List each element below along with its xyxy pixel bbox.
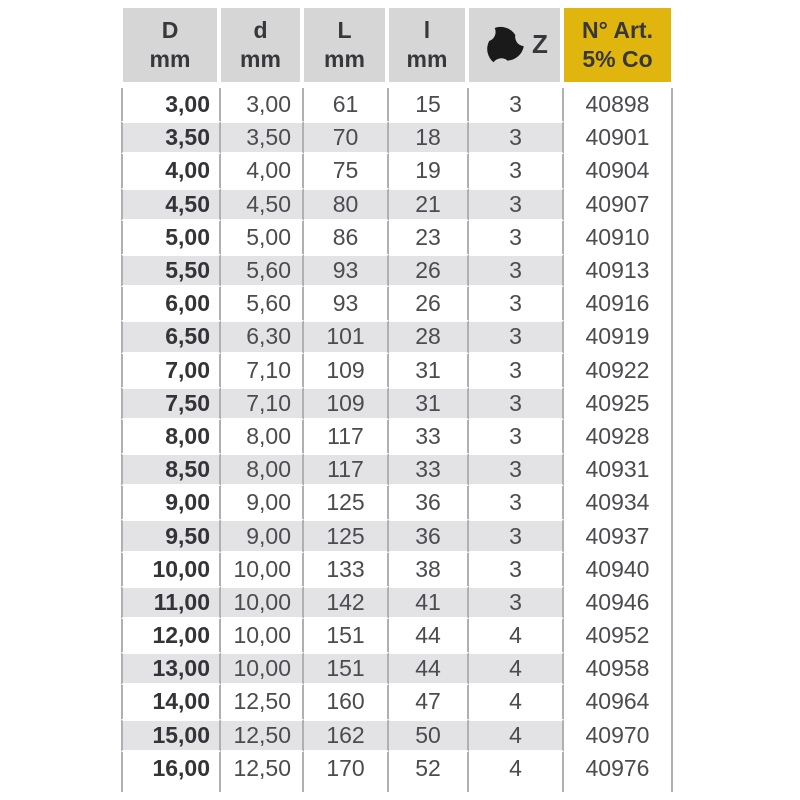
cell-art-no: 40958 xyxy=(564,652,673,685)
header-l-label: l xyxy=(423,16,431,43)
cell-L-mm: 61 xyxy=(304,88,389,121)
header-L-unit: mm xyxy=(324,46,365,72)
table-row xyxy=(121,752,673,785)
cell-art-no: 40934 xyxy=(564,486,673,519)
table-row xyxy=(121,486,673,519)
table-row xyxy=(121,619,673,652)
cell-L-mm: 170 xyxy=(304,752,389,785)
cell-art-no: 40913 xyxy=(564,254,673,287)
cell-l-mm: 23 xyxy=(389,221,469,254)
cell-art-no: 40931 xyxy=(564,453,673,486)
cell-art-no: 40898 xyxy=(564,88,673,121)
cell-L-mm: 101 xyxy=(304,320,389,353)
cell-L-mm: 142 xyxy=(304,586,389,619)
cell-l-mm: 26 xyxy=(389,287,469,320)
cell-L-mm: 80 xyxy=(304,188,389,221)
cell-l-mm: 28 xyxy=(389,320,469,353)
table-row xyxy=(121,188,673,221)
cell-l-mm: 15 xyxy=(389,88,469,121)
cell-Z: 3 xyxy=(469,586,564,619)
cell-l-mm: 36 xyxy=(389,519,469,552)
cell-l-mm: 38 xyxy=(389,553,469,586)
cell-d-mm: 12,50 xyxy=(221,685,304,718)
cell-d-mm: 9,00 xyxy=(221,486,304,519)
cell-Z: 3 xyxy=(469,553,564,586)
cell-l-mm: 44 xyxy=(389,619,469,652)
cell-L-mm: 162 xyxy=(304,719,389,752)
cell-d-mm: 10,00 xyxy=(221,553,304,586)
cell-L-mm: 133 xyxy=(304,553,389,586)
cell-Z: 3 xyxy=(469,287,564,320)
cell-d-mm: 6,30 xyxy=(221,320,304,353)
table-header-row xyxy=(121,8,673,82)
header-l-unit: mm xyxy=(406,46,448,72)
cell-L-mm: 117 xyxy=(304,420,389,453)
cell-art-no: 40976 xyxy=(564,752,673,785)
table-row xyxy=(121,719,673,752)
header-d-unit: mm xyxy=(240,46,281,72)
cell-D-mm: 14,00 xyxy=(121,685,221,718)
table-row xyxy=(121,387,673,420)
cell-D-mm: 9,00 xyxy=(121,486,221,519)
cell-L-mm: 109 xyxy=(304,387,389,420)
cell-art-no: 40907 xyxy=(564,188,673,221)
cell-d-mm: 3,50 xyxy=(221,121,304,154)
cell-Z: 3 xyxy=(469,486,564,519)
cell-art-no: 40928 xyxy=(564,420,673,453)
cell-d-mm: 4,50 xyxy=(221,188,304,221)
cell-L-mm: 151 xyxy=(304,619,389,652)
cell-l-mm xyxy=(389,785,469,792)
cell-L-mm: 70 xyxy=(304,121,389,154)
cell-D-mm xyxy=(121,785,221,792)
cell-Z: 3 xyxy=(469,387,564,420)
cell-Z: 3 xyxy=(469,188,564,221)
cell-art-no: 40904 xyxy=(564,154,673,187)
cell-d-mm xyxy=(221,785,304,792)
cell-l-mm: 33 xyxy=(389,453,469,486)
cell-D-mm: 8,00 xyxy=(121,420,221,453)
cell-d-mm: 10,00 xyxy=(221,619,304,652)
cell-Z: 4 xyxy=(469,685,564,718)
table-row xyxy=(121,287,673,320)
cell-l-mm: 33 xyxy=(389,420,469,453)
cell-d-mm: 10,00 xyxy=(221,652,304,685)
cell-D-mm: 13,00 xyxy=(121,652,221,685)
header-D xyxy=(121,8,221,82)
cell-Z: 3 xyxy=(469,320,564,353)
cell-D-mm: 3,50 xyxy=(121,121,221,154)
cell-art-no: 40901 xyxy=(564,121,673,154)
cell-d-mm: 12,50 xyxy=(221,752,304,785)
cell-D-mm: 7,00 xyxy=(121,354,221,387)
cell-l-mm: 47 xyxy=(389,685,469,718)
cell-D-mm: 6,00 xyxy=(121,287,221,320)
header-l xyxy=(389,8,469,82)
cell-D-mm: 9,50 xyxy=(121,519,221,552)
cell-Z xyxy=(469,785,564,792)
cell-l-mm: 52 xyxy=(389,752,469,785)
table-row xyxy=(121,453,673,486)
cell-Z: 4 xyxy=(469,652,564,685)
cell-art-no: 40952 xyxy=(564,619,673,652)
cell-l-mm: 18 xyxy=(389,121,469,154)
table-bottom-border xyxy=(121,785,673,792)
cell-Z: 4 xyxy=(469,619,564,652)
cell-l-mm: 41 xyxy=(389,586,469,619)
table-row xyxy=(121,320,673,353)
table-row xyxy=(121,254,673,287)
header-D-unit: mm xyxy=(149,46,191,72)
cell-l-mm: 44 xyxy=(389,652,469,685)
cell-d-mm: 7,10 xyxy=(221,354,304,387)
cell-D-mm: 10,00 xyxy=(121,553,221,586)
table-row xyxy=(121,354,673,387)
cell-L-mm: 109 xyxy=(304,354,389,387)
cell-L-mm: 151 xyxy=(304,652,389,685)
cell-Z: 3 xyxy=(469,121,564,154)
cell-art-no: 40910 xyxy=(564,221,673,254)
cell-D-mm: 7,50 xyxy=(121,387,221,420)
cell-D-mm: 6,50 xyxy=(121,320,221,353)
cell-d-mm: 7,10 xyxy=(221,387,304,420)
cell-D-mm: 12,00 xyxy=(121,619,221,652)
cell-l-mm: 21 xyxy=(389,188,469,221)
cell-art-no: 40970 xyxy=(564,719,673,752)
cell-D-mm: 5,50 xyxy=(121,254,221,287)
cell-d-mm: 5,00 xyxy=(221,221,304,254)
cell-art-no: 40946 xyxy=(564,586,673,619)
cell-D-mm: 5,00 xyxy=(121,221,221,254)
header-art-no xyxy=(564,8,673,82)
header-art-unit: 5% Co xyxy=(582,46,653,72)
cell-D-mm: 15,00 xyxy=(121,719,221,752)
cell-l-mm: 26 xyxy=(389,254,469,287)
cell-art-no: 40925 xyxy=(564,387,673,420)
drill-spec-table xyxy=(121,8,673,792)
header-d-label: d xyxy=(253,16,268,43)
table-row xyxy=(121,154,673,187)
cell-L-mm: 125 xyxy=(304,486,389,519)
cell-Z: 3 xyxy=(469,154,564,187)
cell-Z: 4 xyxy=(469,752,564,785)
cell-d-mm: 3,00 xyxy=(221,88,304,121)
cell-d-mm: 5,60 xyxy=(221,254,304,287)
table-row xyxy=(121,652,673,685)
cell-art-no: 40937 xyxy=(564,519,673,552)
table-row xyxy=(121,553,673,586)
cell-L-mm: 86 xyxy=(304,221,389,254)
table-row xyxy=(121,519,673,552)
cell-art-no xyxy=(564,785,673,792)
cell-art-no: 40922 xyxy=(564,354,673,387)
header-L xyxy=(304,8,389,82)
cell-D-mm: 4,00 xyxy=(121,154,221,187)
table-row xyxy=(121,586,673,619)
cell-D-mm: 3,00 xyxy=(121,88,221,121)
header-d xyxy=(221,8,304,82)
header-art-label: N° Art. xyxy=(582,16,653,43)
cell-L-mm: 125 xyxy=(304,519,389,552)
cell-d-mm: 12,50 xyxy=(221,719,304,752)
cell-art-no: 40919 xyxy=(564,320,673,353)
header-D-label: D xyxy=(161,16,179,43)
cell-D-mm: 16,00 xyxy=(121,752,221,785)
table-row xyxy=(121,685,673,718)
cell-art-no: 40940 xyxy=(564,553,673,586)
cell-d-mm: 9,00 xyxy=(221,519,304,552)
cell-D-mm: 4,50 xyxy=(121,188,221,221)
cell-l-mm: 36 xyxy=(389,486,469,519)
cell-D-mm: 11,00 xyxy=(121,586,221,619)
cell-Z: 3 xyxy=(469,254,564,287)
table-row xyxy=(121,420,673,453)
cell-Z: 3 xyxy=(469,519,564,552)
cell-D-mm: 8,50 xyxy=(121,453,221,486)
cell-Z: 3 xyxy=(469,420,564,453)
cell-L-mm: 75 xyxy=(304,154,389,187)
table-row xyxy=(121,88,673,121)
cell-d-mm: 4,00 xyxy=(221,154,304,187)
cell-d-mm: 8,00 xyxy=(221,453,304,486)
table-row xyxy=(121,121,673,154)
cell-L-mm: 160 xyxy=(304,685,389,718)
cell-L-mm: 93 xyxy=(304,287,389,320)
header-Z xyxy=(469,8,564,82)
header-L-label: L xyxy=(337,16,352,43)
cell-l-mm: 50 xyxy=(389,719,469,752)
cell-l-mm: 31 xyxy=(389,354,469,387)
cell-d-mm: 8,00 xyxy=(221,420,304,453)
table-body xyxy=(121,88,673,792)
header-Z-label: Z xyxy=(532,29,548,60)
cell-Z: 3 xyxy=(469,453,564,486)
cell-Z: 3 xyxy=(469,354,564,387)
table-row xyxy=(121,221,673,254)
end-mill-cutter-icon xyxy=(474,15,535,75)
cell-L-mm: 117 xyxy=(304,453,389,486)
cell-L-mm: 93 xyxy=(304,254,389,287)
cell-d-mm: 5,60 xyxy=(221,287,304,320)
cell-art-no: 40916 xyxy=(564,287,673,320)
cell-art-no: 40964 xyxy=(564,685,673,718)
cell-d-mm: 10,00 xyxy=(221,586,304,619)
cell-Z: 4 xyxy=(469,719,564,752)
cell-l-mm: 31 xyxy=(389,387,469,420)
cell-Z: 3 xyxy=(469,221,564,254)
cell-l-mm: 19 xyxy=(389,154,469,187)
cell-Z: 3 xyxy=(469,88,564,121)
cell-L-mm xyxy=(304,785,389,792)
